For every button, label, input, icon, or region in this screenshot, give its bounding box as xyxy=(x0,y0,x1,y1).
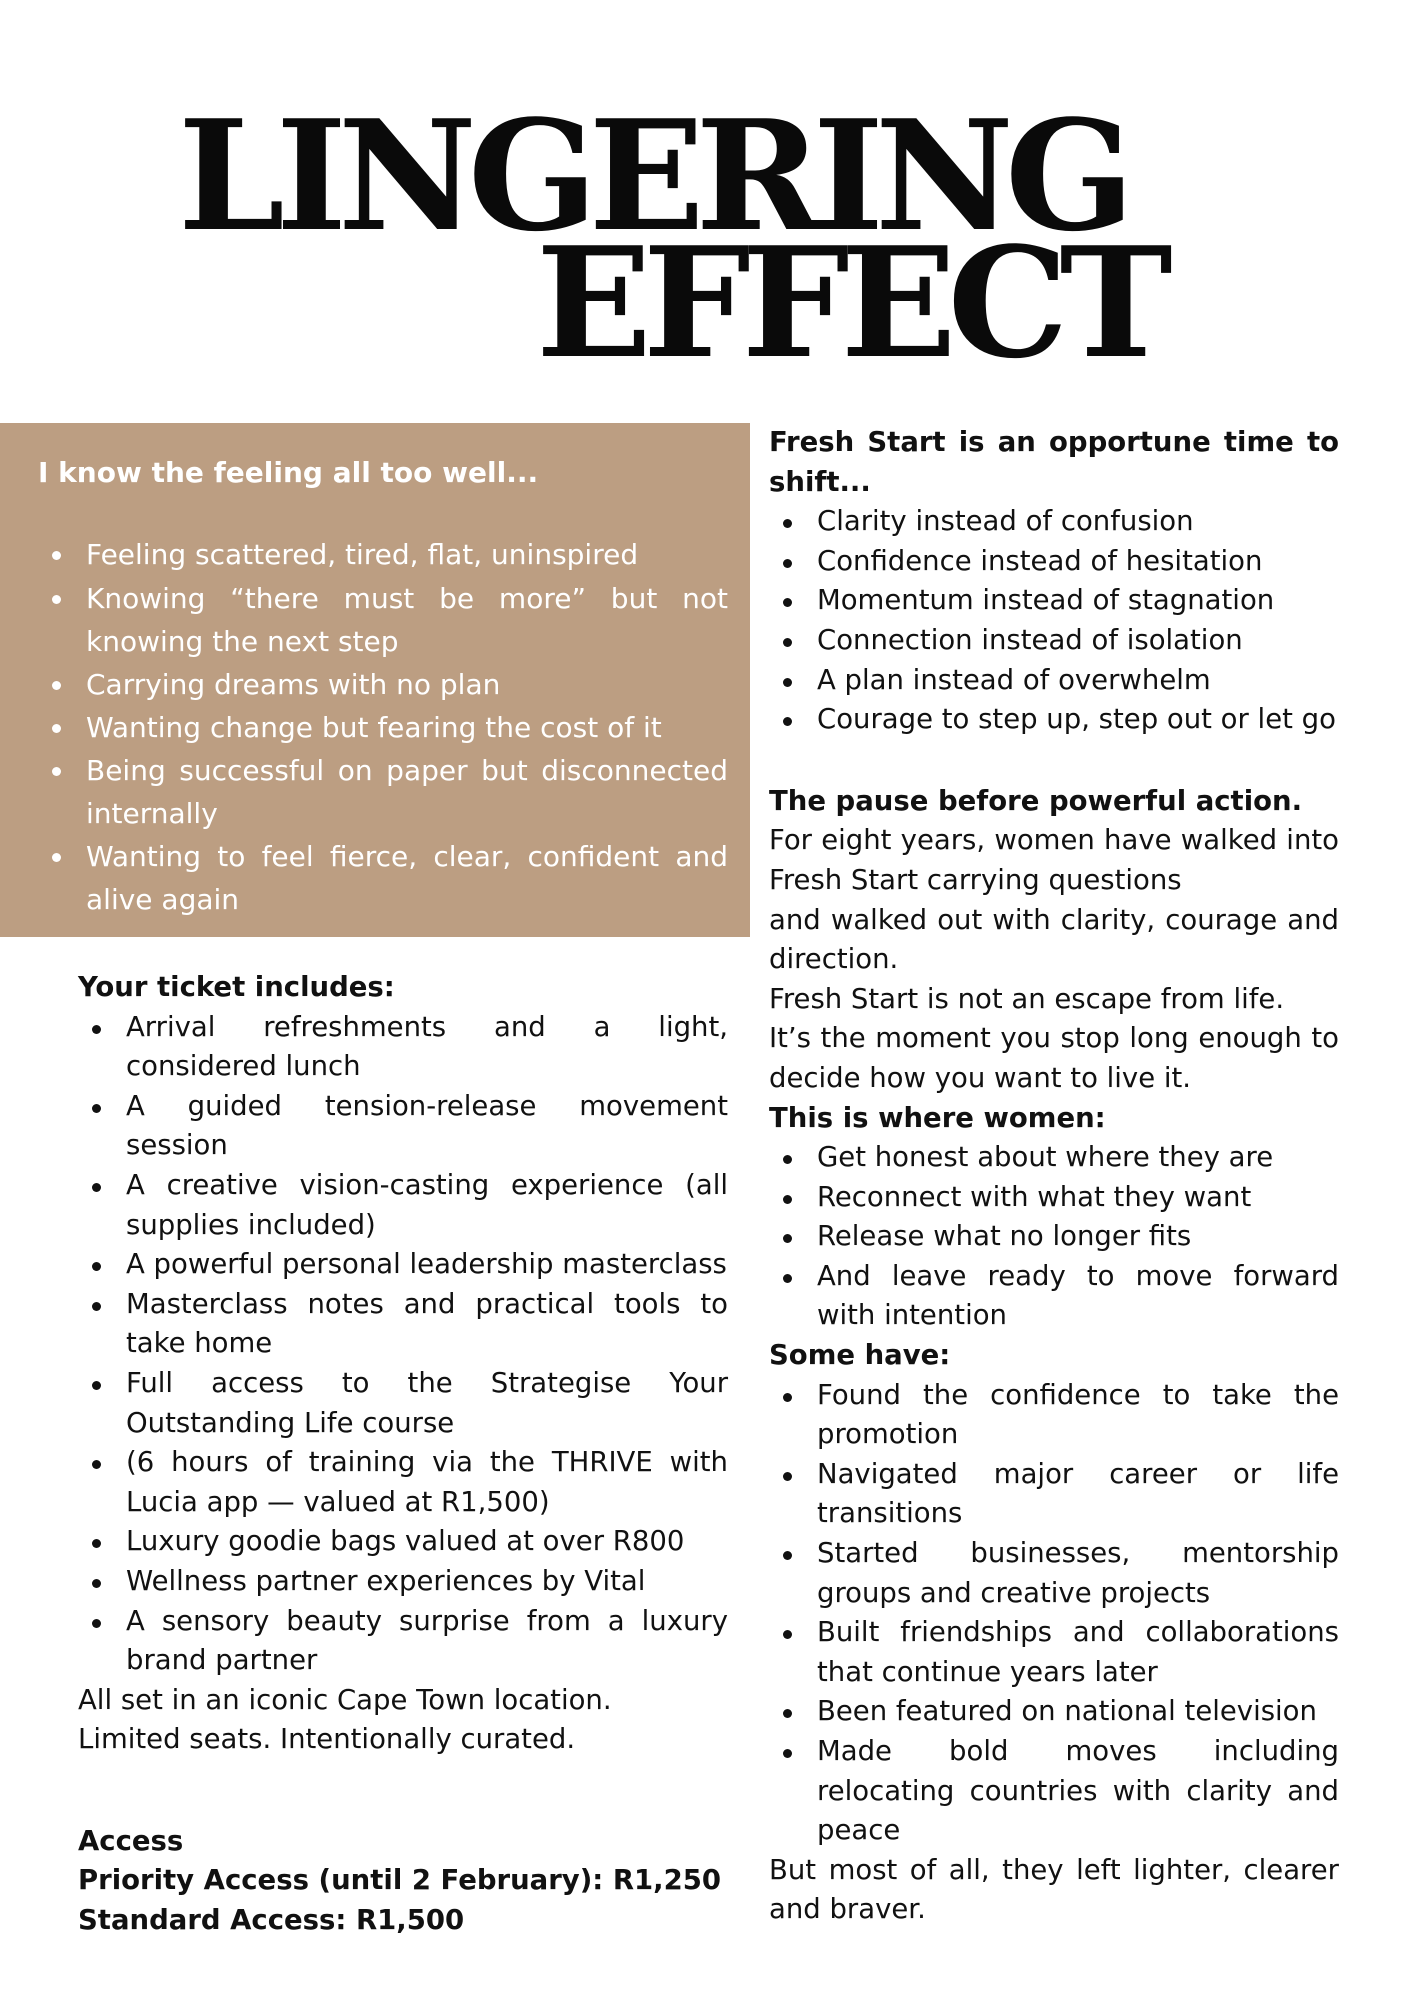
ticket-list xyxy=(78,1008,728,1681)
list-item: And leave ready to move forward with intention xyxy=(769,1257,1339,1336)
list-item: Full access to the Strategise Your Outstanding Life course xyxy=(78,1364,728,1443)
where-list xyxy=(769,1138,1339,1336)
some-heading: Some have: xyxy=(769,1339,951,1372)
list-item: A sensory beauty surprise from a luxury brand partner xyxy=(78,1602,728,1681)
list-item: A plan instead of overwhelm xyxy=(769,661,1339,701)
list-item: Wellness partner experiences by Vital xyxy=(78,1562,728,1602)
title-line-2: EFFECT xyxy=(536,213,1164,392)
feeling-list xyxy=(38,533,728,921)
list-item: Navigated major career or life transitions xyxy=(769,1455,1339,1534)
pause-heading: The pause before powerful action. xyxy=(769,784,1303,817)
list-item: A creative vision-casting experience (all supplies included) xyxy=(78,1166,728,1245)
list-item: Get honest about where they are xyxy=(769,1138,1339,1178)
feeling-heading: I know the feeling all too well... xyxy=(38,456,539,489)
ticket-heading: Your ticket includes: xyxy=(78,971,395,1003)
list-item: Luxury goodie bags valued at over R800 xyxy=(78,1522,728,1562)
pause-paragraph-4: It’s the moment you stop long enough to decide how you want to live it. xyxy=(769,1022,1339,1094)
shift-heading: Fresh Start is an opportune time to shift... xyxy=(769,426,1339,498)
feeling-box xyxy=(0,423,750,937)
list-item: Found the confidence to take the promotion xyxy=(769,1376,1339,1455)
closing-text: But most of all, they left lighter, clearer and braver. xyxy=(769,1853,1339,1926)
list-item: Arrival refreshments and a light, considered lunch xyxy=(78,1008,728,1087)
pause-paragraph-3: Fresh Start is not an escape from life. xyxy=(769,982,1285,1015)
location-text: All set in an iconic Cape Town location. xyxy=(78,1683,612,1716)
right-column xyxy=(769,423,1339,1930)
shift-list xyxy=(769,502,1339,740)
pause-paragraph-2: and walked out with clarity, courage and direction. xyxy=(769,903,1339,976)
list-item: Reconnect with what they want xyxy=(769,1178,1339,1218)
list-item: Feeling scattered, tired, flat, uninspired xyxy=(38,533,728,576)
list-item: Clarity instead of confusion xyxy=(769,502,1339,542)
list-item: A powerful personal leadership masterclass xyxy=(78,1245,728,1285)
list-item: Wanting to feel fierce, clear, confident and alive again xyxy=(38,835,728,921)
pause-paragraph-1: For eight years, women have walked into Fresh Start carrying questions xyxy=(769,824,1339,896)
list-item: Carrying dreams with no plan xyxy=(38,663,728,706)
some-list xyxy=(769,1376,1339,1851)
list-item: Release what no longer fits xyxy=(769,1217,1339,1257)
list-item: Been featured on national television xyxy=(769,1692,1339,1732)
access-heading: Access xyxy=(78,1824,184,1857)
list-item: Being successful on paper but disconnected internally xyxy=(38,749,728,835)
list-item: Confidence instead of hesitation xyxy=(769,542,1339,582)
title-line-1: LINGERING xyxy=(178,86,1126,265)
priority-access-price: Priority Access (until 2 February): R1,250 xyxy=(78,1864,722,1897)
list-item: (6 hours of training via the THRIVE with Lucia app — valued at R1,500) xyxy=(78,1443,728,1522)
list-item: Connection instead of isolation xyxy=(769,621,1339,661)
left-column xyxy=(78,968,728,1941)
where-heading: This is where women: xyxy=(769,1101,1106,1134)
list-item: Knowing “there must be more” but not knowing the next step xyxy=(38,577,728,663)
list-item: Masterclass notes and practical tools to take home xyxy=(78,1285,728,1364)
standard-access-price: Standard Access: R1,500 xyxy=(78,1904,465,1937)
list-item: Started businesses, mentorship groups and creative projects xyxy=(769,1534,1339,1613)
limited-seats-text: Limited seats. Intentionally curated. xyxy=(78,1723,576,1756)
list-item: Built friendships and collaborations that continue years later xyxy=(769,1613,1339,1692)
list-item: Courage to step up, step out or let go xyxy=(769,700,1339,740)
list-item: Momentum instead of stagnation xyxy=(769,581,1339,621)
list-item: Wanting change but fearing the cost of it xyxy=(38,706,728,749)
list-item: Made bold moves including relocating countries with clarity and peace xyxy=(769,1732,1339,1851)
list-item: A guided tension-release movement session xyxy=(78,1087,728,1166)
